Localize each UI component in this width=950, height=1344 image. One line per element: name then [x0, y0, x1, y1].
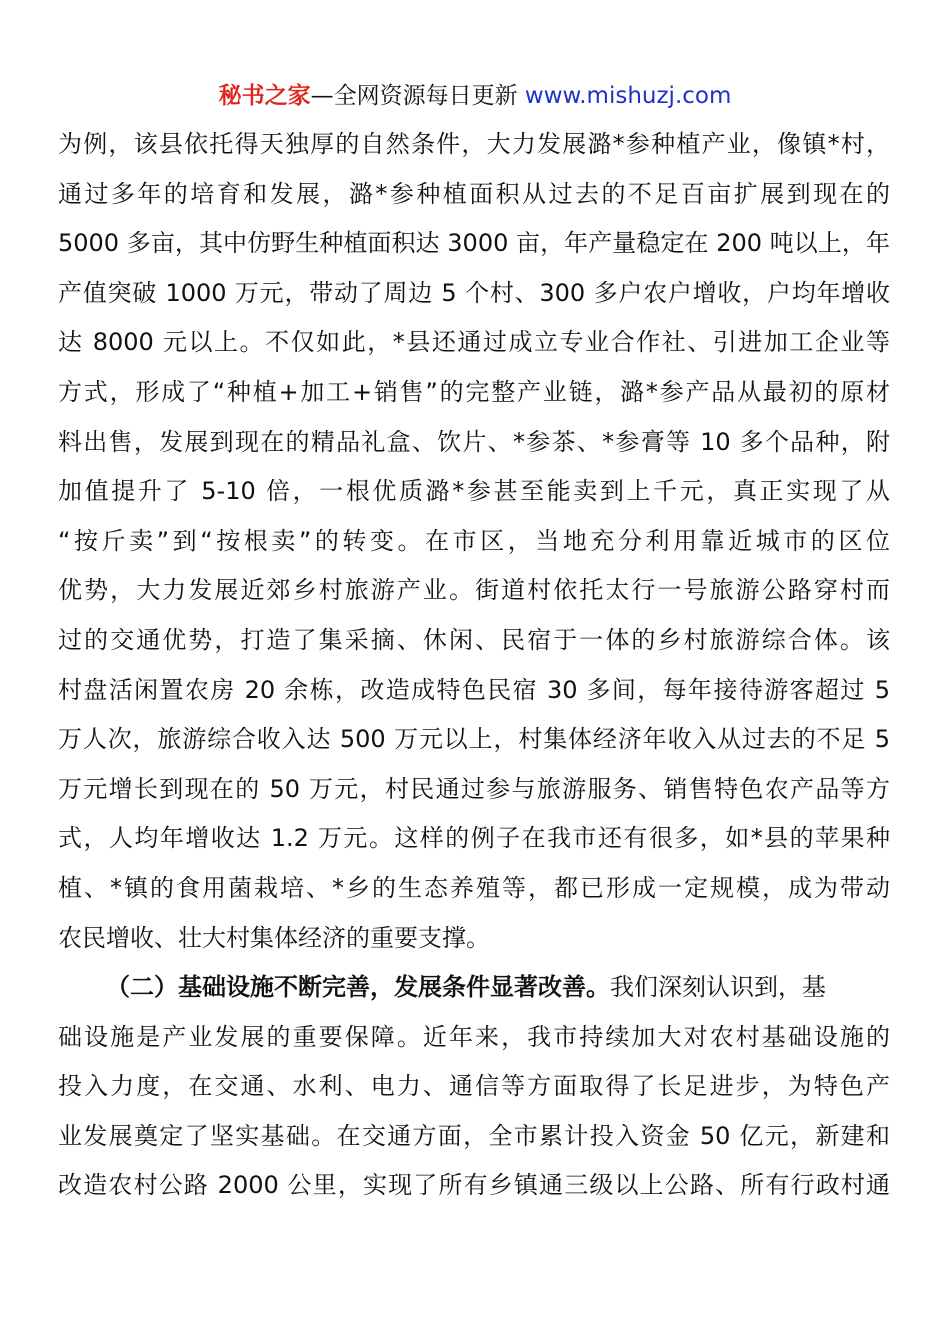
- text-line: 为例，该县依托得天独厚的自然条件，大力发展潞*参种植产业，像镇*村，: [58, 130, 890, 158]
- site-header: [0, 80, 950, 112]
- text-line: 产值突破 1000 万元，带动了周边 5 个村、300 多户农户增收，户均年增收: [58, 278, 890, 307]
- text-line: 万元增长到现在的 50 万元，村民通过参与旅游服务、销售特色农产品等方: [58, 774, 890, 803]
- document-body: [58, 120, 890, 1211]
- paragraph-1: [58, 120, 890, 963]
- text-line: 式，人均年增收达 1.2 万元。这样的例子在我市还有很多，如*县的苹果种: [58, 824, 890, 853]
- text-line: “按斤卖”到“按根卖”的转变。在市区，当地充分利用靠近城市的区位: [58, 526, 890, 555]
- text-line: 改造农村公路 2000 公里，实现了所有乡镇通三级以上公路、所有行政村通: [58, 1171, 890, 1200]
- text-line: 投入力度，在交通、水利、电力、通信等方面取得了长足进步，为特色产: [58, 1072, 890, 1101]
- text-line: 村盘活闲置农房 20 余栋，改造成特色民宿 30 多间，每年接待游客超过 5: [58, 675, 890, 704]
- text-line: 植、*镇的食用菌栽培、*乡的生态养殖等，都已形成一定规模，成为带动: [58, 873, 890, 902]
- text-line: 础设施是产业发展的重要保障。近年来，我市持续加大对农村基础设施的: [58, 1022, 890, 1051]
- text-line: 料出售，发展到现在的精品礼盒、饮片、*参茶、*参膏等 10 多个品种，附: [58, 427, 890, 456]
- text-line: 加值提升了 5-10 倍，一根优质潞*参甚至能卖到上千元，真正实现了从: [58, 477, 890, 506]
- text-line: 万人次，旅游综合收入达 500 万元以上，村集体经济年收入从过去的不足 5: [58, 725, 890, 754]
- text-line: 过的交通优势，打造了集采摘、休闲、民宿于一体的乡村旅游综合体。该: [58, 625, 890, 654]
- text-line: 优势，大力发展近郊乡村旅游产业。街道村依托太行一号旅游公路穿村而: [58, 576, 890, 605]
- text-line: 5000 多亩，其中仿野生种植面积达 3000 亩，年产量稳定在 200 吨以上，年: [58, 229, 890, 258]
- text-line: 方式，形成了“种植+加工+销售”的完整产业链，潞*参产品从最初的原材: [58, 377, 890, 406]
- text-line: 通过多年的培育和发展，潞*参种植面积从过去的不足百亩扩展到现在的: [58, 179, 890, 208]
- heading-line-rest: 我们深刻认识到，基: [610, 973, 826, 1002]
- section-heading: （二）基础设施不断完善，发展条件显著改善。: [106, 973, 610, 1002]
- text-line: 农民增收、壮大村集体经济的重要支撑。: [58, 923, 490, 952]
- paragraph-2: [58, 963, 890, 1211]
- site-brand: 秘书之家: [218, 83, 311, 109]
- site-tagline: —全网资源每日更新: [310, 83, 525, 109]
- text-line: 达 8000 元以上。不仅如此，*县还通过成立专业合作社、引进加工企业等: [58, 328, 890, 357]
- text-line: 业发展奠定了坚实基础。在交通方面，全市累计投入资金 50 亿元，新建和: [58, 1121, 890, 1150]
- section-heading-line: [58, 963, 890, 1013]
- site-url-link[interactable]: www.mishuzj.com: [524, 83, 732, 109]
